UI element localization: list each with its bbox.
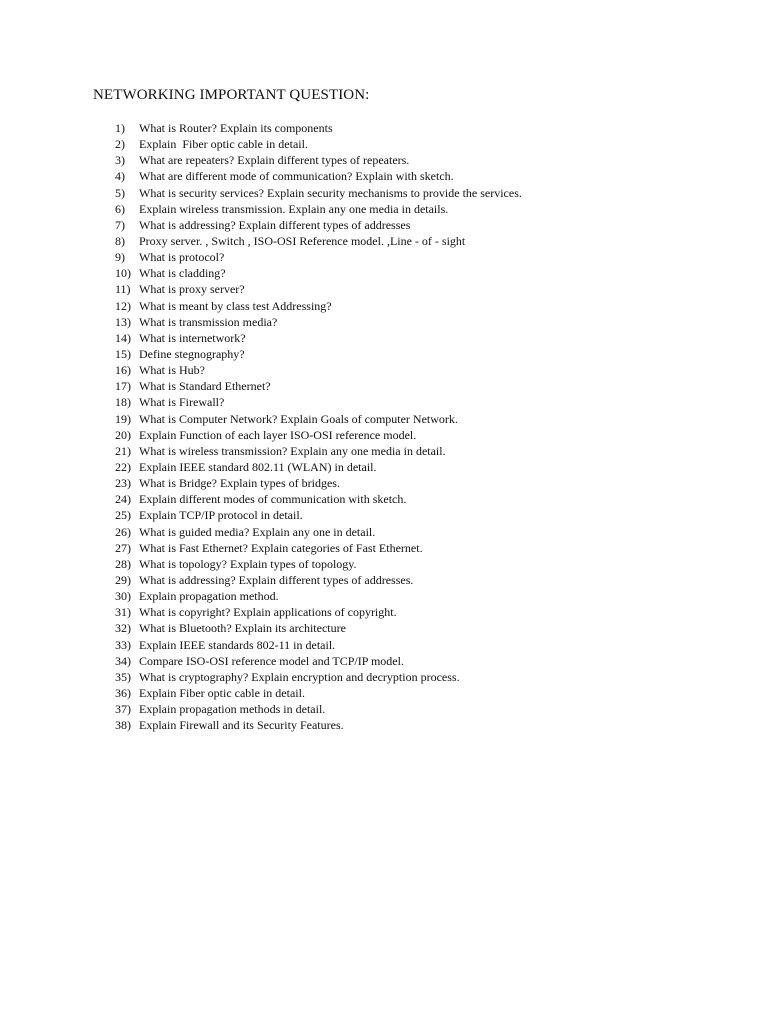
question-item	[0, 152, 768, 168]
question-number: 27)	[115, 540, 131, 555]
question-text: What is wireless transmission? Explain any one media in detail.	[139, 443, 446, 458]
question-item	[0, 443, 768, 459]
question-item	[0, 281, 768, 297]
question-number: 1)	[115, 121, 125, 135]
question-item	[0, 507, 768, 523]
question-text: What is security services? Explain security mechanisms to provide the services.	[139, 185, 522, 200]
question-item	[0, 378, 768, 394]
question-item	[0, 298, 768, 314]
question-text: What is Computer Network? Explain Goals of computer Network.	[139, 411, 458, 426]
question-number: 33)	[115, 637, 131, 652]
question-number: 5)	[115, 185, 125, 200]
question-item	[0, 685, 768, 701]
question-number: 6)	[115, 201, 125, 216]
question-item	[0, 717, 768, 733]
question-number: 18)	[115, 395, 131, 410]
question-text: What is internetwork?	[139, 330, 246, 345]
question-number: 12)	[115, 298, 131, 313]
question-text: Explain Fiber optic cable in detail.	[139, 685, 305, 700]
question-text: Define stegnography?	[139, 346, 245, 361]
question-text: Explain TCP/IP protocol in detail.	[139, 508, 303, 523]
question-text: What is guided media? Explain any one in detail.	[139, 524, 376, 539]
question-number: 17)	[115, 379, 131, 394]
question-number: 2)	[115, 137, 125, 152]
question-number: 22)	[115, 459, 131, 474]
question-number: 26)	[115, 524, 131, 539]
question-number: 10)	[115, 266, 131, 281]
question-item	[0, 201, 768, 217]
question-text: What are different mode of communication? Explain with sketch.	[139, 169, 454, 184]
question-number: 37)	[115, 702, 131, 717]
question-text: What is copyright? Explain applications of copyright.	[139, 605, 397, 620]
question-item	[0, 588, 768, 604]
question-item	[0, 314, 768, 330]
question-text: Explain propagation method.	[139, 589, 279, 604]
question-text: What is addressing? Explain different types of addresses	[139, 217, 411, 232]
question-number: 21)	[115, 443, 131, 458]
question-item	[0, 669, 768, 685]
question-item	[0, 330, 768, 346]
question-number: 14)	[115, 330, 131, 345]
question-item	[0, 653, 768, 669]
question-text: What is Standard Ethernet?	[139, 379, 271, 394]
question-text: What is Firewall?	[139, 395, 225, 410]
question-item	[0, 604, 768, 620]
question-item	[0, 168, 768, 184]
question-item	[0, 491, 768, 507]
question-item	[0, 459, 768, 475]
question-item	[0, 427, 768, 443]
question-text: What is addressing? Explain different types of addresses.	[139, 572, 414, 587]
question-item	[0, 411, 768, 427]
question-item	[0, 249, 768, 265]
question-item	[0, 524, 768, 540]
question-text: What is protocol?	[139, 250, 225, 265]
question-number: 35)	[115, 669, 131, 684]
question-item	[0, 556, 768, 572]
question-number: 28)	[115, 556, 131, 571]
question-number: 15)	[115, 346, 131, 361]
question-text: What is Hub?	[139, 363, 205, 378]
question-item	[0, 185, 768, 201]
question-item	[0, 346, 768, 362]
question-number: 11)	[115, 282, 131, 297]
question-text: What is Fast Ethernet? Explain categories of Fast Ethernet.	[139, 540, 423, 555]
question-item	[0, 136, 768, 152]
question-text: What is cladding?	[139, 266, 226, 281]
question-item	[0, 233, 768, 249]
page-title: NETWORKING IMPORTANT QUESTION:	[93, 87, 370, 103]
question-text: Proxy server. , Switch , ISO-OSI Reference model. ,Line - of - sight	[139, 233, 466, 248]
question-item	[0, 701, 768, 717]
question-text: What is meant by class test Addressing?	[139, 298, 332, 313]
question-item	[0, 620, 768, 636]
question-number: 19)	[115, 411, 131, 426]
question-item	[0, 394, 768, 410]
question-number: 24)	[115, 492, 131, 507]
question-text: What is Bluetooth? Explain its architecture	[139, 621, 346, 636]
question-number: 23)	[115, 476, 131, 491]
question-item	[0, 637, 768, 653]
question-text: Explain propagation methods in detail.	[139, 702, 326, 717]
question-item	[0, 217, 768, 233]
question-number: 7)	[115, 217, 125, 232]
question-item	[0, 540, 768, 556]
question-text: What is transmission media?	[139, 314, 278, 329]
question-number: 38)	[115, 718, 131, 733]
question-number: 4)	[115, 169, 125, 184]
question-number: 32)	[115, 621, 131, 636]
question-item	[0, 120, 768, 136]
question-number: 25)	[115, 508, 131, 523]
question-text: Explain Function of each layer ISO-OSI reference model.	[139, 427, 417, 442]
question-text: Compare ISO-OSI reference model and TCP/IP model.	[139, 653, 404, 668]
question-number: 16)	[115, 363, 131, 378]
question-item	[0, 362, 768, 378]
question-item	[0, 475, 768, 491]
question-text: Explain IEEE standards 802-11 in detail.	[139, 637, 336, 652]
question-number: 13)	[115, 314, 131, 329]
question-number: 3)	[115, 153, 125, 168]
question-text: What is topology? Explain types of topology.	[139, 556, 357, 571]
question-number: 9)	[115, 250, 125, 265]
question-text: What are repeaters? Explain different types of repeaters.	[139, 153, 410, 168]
question-text: Explain Firewall and its Security Features.	[139, 718, 344, 733]
question-number: 34)	[115, 653, 131, 668]
question-item	[0, 265, 768, 281]
question-list	[0, 120, 768, 733]
question-item	[0, 572, 768, 588]
question-text: Explain wireless transmission. Explain any one media in details.	[139, 201, 449, 216]
question-text: What is cryptography? Explain encryption and decryption process.	[139, 669, 460, 684]
question-number: 20)	[115, 427, 131, 442]
question-text: Explain IEEE standard 802.11 (WLAN) in detail.	[139, 459, 377, 474]
question-number: 31)	[115, 605, 131, 620]
question-number: 36)	[115, 685, 131, 700]
question-text: Explain different modes of communication with sketch.	[139, 492, 407, 507]
question-number: 30)	[115, 589, 131, 604]
question-number: 29)	[115, 572, 131, 587]
question-text: What is Bridge? Explain types of bridges.	[139, 476, 340, 491]
question-number: 8)	[115, 233, 125, 248]
question-text: Explain Fiber optic cable in detail.	[139, 137, 308, 152]
question-text: What is proxy server?	[139, 282, 245, 297]
question-text: What is Router? Explain its components	[139, 121, 333, 135]
